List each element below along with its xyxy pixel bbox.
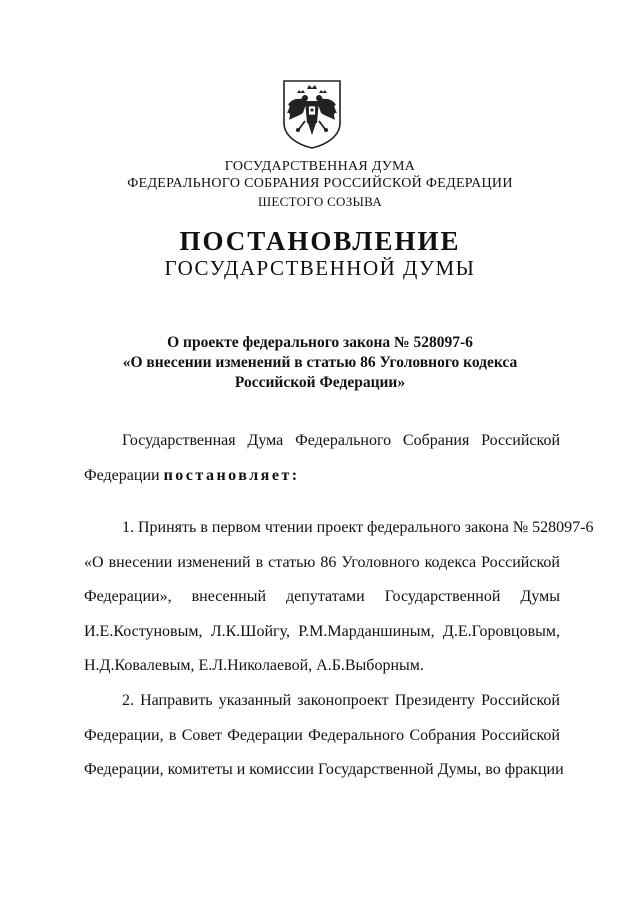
header-convocation: ШЕСТОГО СОЗЫВА [257,194,383,209]
subject-line-3: Российской Федерации» [234,374,406,391]
item-1-line: «О внесении изменений в статью 86 Уголовного кодекса Российской [84,553,560,571]
item-2-line: 2. Направить указанный законопроект Президенту Российской [122,692,560,709]
preamble-line-2 [84,459,560,494]
preamble-paragraph [84,424,560,493]
preamble-line-1: Государственная Дума Федерального Собрания Российской [122,432,560,449]
russian-emblem-icon [281,79,343,149]
document-title: ПОСТАНОВЛЕНИЕ [179,226,461,256]
document-subtitle: ГОСУДАРСТВЕННОЙ ДУМЫ [164,256,476,280]
subject-line-2: «О внесении изменений в статью 86 Уголовного кодекса [122,354,518,371]
subject-line-1: О проекте федерального закона № 528097-6 [167,334,473,351]
preamble-federation: Федерации [84,466,164,484]
item-1-line: Федерации», внесенный депутатами Государственной Думы [84,588,560,605]
header-duma: ГОСУДАРСТВЕННАЯ ДУМА [224,159,416,174]
preamble-action: постановляет: [163,466,300,484]
item-2-line: Федерации, комитеты и комиссии Государственной Думы, во фракции [84,761,564,778]
item-1-paragraph [84,511,594,684]
item-2-line: Федерации, в Совет Федерации Федерального Собрания Российской [84,726,560,744]
item-2-paragraph [84,684,564,788]
header-federal-assembly: ФЕДЕРАЛЬНОГО СОБРАНИЯ РОССИЙСКОЙ ФЕДЕРАЦИИ [127,176,513,191]
item-1-line: 1. Принять в первом чтении проект федерального закона № 528097-6 [122,519,594,536]
item-1-line: Н.Д.Ковалевым, Е.Л.Николаевой, А.Б.Выборным. [84,657,424,674]
item-1-line: И.Е.Костуновым, Л.К.Шойгу, Р.М.Марданшиным, Д.Е.Горовцовым, [84,622,560,640]
